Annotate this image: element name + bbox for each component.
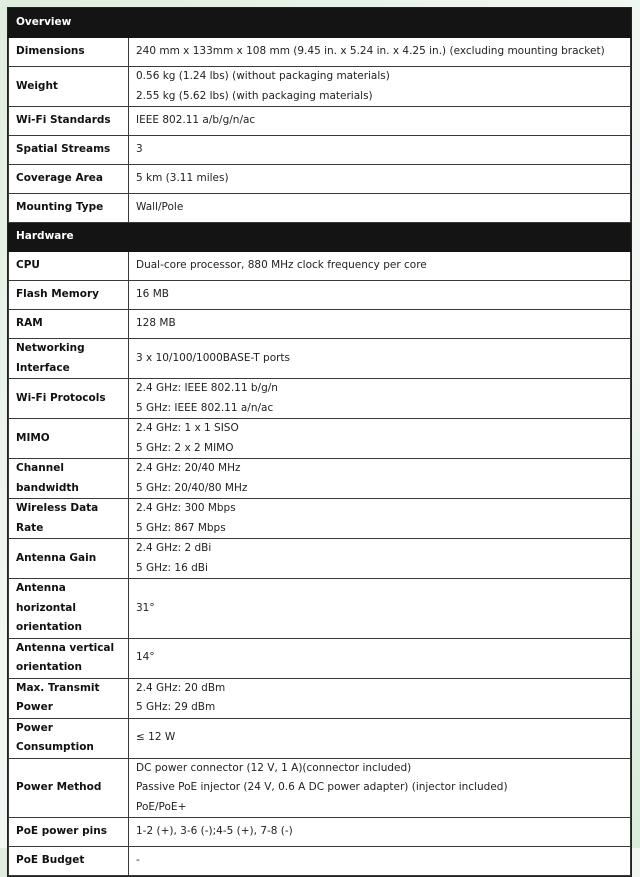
spec-row-antenna-horizontal-orientation (9, 579, 631, 639)
spec-label: Antenna vertical orientation (9, 638, 129, 678)
spec-label: Mounting Type (9, 194, 129, 223)
spec-value-line: 0.56 kg (1.24 lbs) (without packaging materials) (136, 70, 390, 82)
spec-row-poe-power-pins (9, 818, 631, 847)
spec-value-line: Passive PoE injector (24 V, 0.6 A DC power adapter) (injector included) (136, 781, 508, 793)
spec-value-line: Wall/Pole (136, 201, 184, 214)
spec-label: Max. Transmit Power (9, 678, 129, 718)
spec-label: CPU (9, 252, 129, 281)
spec-value (129, 281, 631, 310)
spec-label: Wireless Data Rate (9, 499, 129, 539)
spec-value (129, 136, 631, 165)
spec-label: RAM (9, 310, 129, 339)
spec-value-line: 2.4 GHz: IEEE 802.11 b/g/n (136, 382, 278, 394)
spec-row-networking-interface (9, 339, 631, 379)
spec-label: Channel bandwidth (9, 459, 129, 499)
spec-value (129, 638, 631, 678)
spec-value-line: 2.4 GHz: 20 dBm (136, 681, 226, 694)
spec-value-line: 3 x 10/100/1000BASE-T ports (136, 351, 291, 364)
spec-table (8, 8, 631, 876)
spec-row-dimensions (9, 38, 631, 67)
spec-row-coverage-area (9, 165, 631, 194)
spec-value-line: IEEE 802.11 a/b/g/n/ac (136, 114, 256, 127)
spec-row-mounting-type (9, 194, 631, 223)
spec-label: Antenna Gain (9, 539, 129, 579)
spec-label: MIMO (9, 419, 129, 459)
spec-row-ram (9, 310, 631, 339)
spec-value-line: PoE/PoE+ (136, 800, 187, 813)
spec-label: Flash Memory (9, 281, 129, 310)
spec-label: Dimensions (9, 38, 129, 67)
spec-value (129, 499, 631, 539)
spec-value-line: Dual-core processor, 880 MHz clock frequency per core (136, 259, 427, 272)
spec-row-wireless-data-rate (9, 499, 631, 539)
spec-value-line: 5 GHz: 867 Mbps (136, 521, 226, 534)
spec-label: PoE Budget (9, 847, 129, 876)
spec-value (129, 67, 631, 107)
section-header-hardware (9, 223, 631, 252)
spec-value-line: 5 km (3.11 miles) (136, 172, 229, 185)
section-title: Overview (9, 9, 631, 38)
spec-row-channel-bandwidth (9, 459, 631, 499)
spec-value-line: 5 GHz: 29 dBm (136, 701, 216, 713)
spec-row-power-method (9, 758, 631, 818)
spec-value-line: 2.4 GHz: 1 x 1 SISO (136, 422, 239, 434)
spec-value-line: 16 MB (136, 288, 169, 301)
spec-row-spatial-streams (9, 136, 631, 165)
spec-value-line: 5 GHz: 20/40/80 MHz (136, 481, 248, 494)
spec-value-line: 14° (136, 651, 155, 664)
section-header-overview (9, 9, 631, 38)
spec-value-line: 31° (136, 601, 155, 614)
spec-label: Weight (9, 67, 129, 107)
spec-value (129, 459, 631, 499)
spec-row-mimo (9, 419, 631, 459)
spec-label: Wi-Fi Standards (9, 107, 129, 136)
spec-value (129, 847, 631, 876)
spec-value (129, 678, 631, 718)
spec-value-line: 2.4 GHz: 300 Mbps (136, 502, 236, 514)
spec-value (129, 310, 631, 339)
spec-value (129, 38, 631, 67)
spec-value-line: 5 GHz: 16 dBi (136, 561, 208, 574)
spec-value-line: 5 GHz: 2 x 2 MIMO (136, 441, 234, 454)
spec-value-line: 1-2 (+), 3-6 (-);4-5 (+), 7-8 (-) (136, 825, 293, 838)
spec-value-line: 2.55 kg (5.62 lbs) (with packaging materials) (136, 89, 373, 102)
spec-value-line: - (136, 854, 140, 867)
spec-value (129, 252, 631, 281)
spec-value-line: 5 GHz: IEEE 802.11 a/n/ac (136, 401, 274, 414)
spec-row-power-consumption (9, 718, 631, 758)
spec-label: Power Consumption (9, 718, 129, 758)
spec-row-flash-memory (9, 281, 631, 310)
spec-row-antenna-vertical-orientation (9, 638, 631, 678)
spec-value (129, 379, 631, 419)
spec-value (129, 758, 631, 818)
spec-value (129, 339, 631, 379)
spec-label: PoE power pins (9, 818, 129, 847)
spec-value-line: ≤ 12 W (136, 731, 176, 744)
spec-value (129, 579, 631, 639)
spec-sheet (7, 7, 632, 877)
spec-row-cpu (9, 252, 631, 281)
spec-value-line: DC power connector (12 V, 1 A)(connector included) (136, 761, 412, 774)
spec-row-max-transmit-power (9, 678, 631, 718)
spec-value (129, 718, 631, 758)
spec-value (129, 419, 631, 459)
spec-value-line: 3 (136, 143, 143, 156)
spec-label: Antenna horizontal orientation (9, 579, 129, 639)
section-title: Hardware (9, 223, 631, 252)
spec-label: Coverage Area (9, 165, 129, 194)
spec-value-line: 2.4 GHz: 2 dBi (136, 542, 212, 554)
spec-row-weight (9, 67, 631, 107)
spec-value-line: 240 mm x 133mm x 108 mm (9.45 in. x 5.24 in. x 4.25 in.) (excluding mounting bracket) (136, 45, 605, 58)
spec-value (129, 165, 631, 194)
spec-value (129, 107, 631, 136)
spec-row-wifi-protocols (9, 379, 631, 419)
spec-label: Networking Interface (9, 339, 129, 379)
spec-value-line: 128 MB (136, 317, 176, 330)
spec-value (129, 194, 631, 223)
spec-label: Spatial Streams (9, 136, 129, 165)
spec-value-line: 2.4 GHz: 20/40 MHz (136, 462, 241, 474)
spec-value (129, 818, 631, 847)
spec-label: Power Method (9, 758, 129, 818)
spec-row-wifi-standards (9, 107, 631, 136)
spec-row-poe-budget (9, 847, 631, 876)
spec-row-antenna-gain (9, 539, 631, 579)
spec-value (129, 539, 631, 579)
spec-label: Wi-Fi Protocols (9, 379, 129, 419)
